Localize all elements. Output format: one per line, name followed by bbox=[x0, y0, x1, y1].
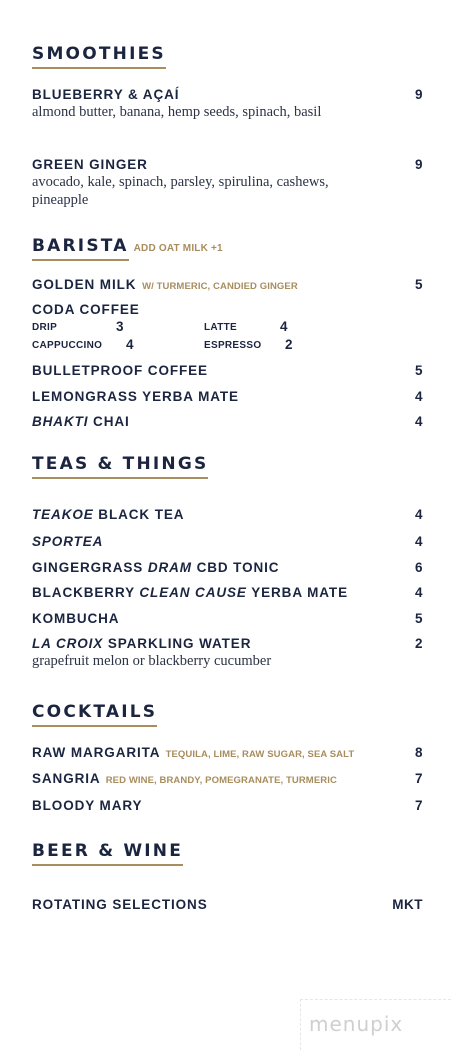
section-title: BARISTA bbox=[32, 236, 129, 261]
item-price: 4 bbox=[414, 414, 423, 429]
coda-option-label: LATTE bbox=[204, 322, 237, 333]
coda-option-price: 4 bbox=[280, 319, 288, 334]
item-price: 7 bbox=[414, 771, 423, 786]
item-name: BLACKBERRY CLEAN CAUSE YERBA MATE bbox=[32, 585, 348, 600]
item-price: 8 bbox=[414, 745, 423, 760]
menu-item-teakoe-black-tea bbox=[32, 507, 423, 522]
menu-item-coda-coffee bbox=[32, 302, 312, 355]
item-inline-description: TEQUILA, LIME, RAW SUGAR, SEA SALT bbox=[165, 749, 355, 760]
section-title: TEAS & THINGS bbox=[32, 454, 208, 479]
menu-item-green-ginger bbox=[32, 157, 423, 209]
item-name: SPORTEA bbox=[32, 534, 104, 549]
item-price: 9 bbox=[414, 87, 423, 102]
item-name: GINGERGRASS DRAM CBD TONIC bbox=[32, 560, 280, 575]
section-header-barista bbox=[32, 236, 223, 261]
item-name: GOLDEN MILK W/ TURMERIC, CANDIED GINGER bbox=[32, 277, 298, 292]
menu-item-blackberry-clean-cause bbox=[32, 585, 423, 600]
coda-option-label: CAPPUCCINO bbox=[32, 340, 103, 351]
item-name: BLOODY MARY bbox=[32, 798, 143, 813]
item-name: BULLETPROOF COFFEE bbox=[32, 363, 208, 378]
menu-item-gingergrass-dram-cbd-tonic bbox=[32, 560, 423, 575]
section-title: SMOOTHIES bbox=[32, 44, 166, 69]
item-price: 4 bbox=[414, 585, 423, 600]
item-inline-description: W/ TURMERIC, CANDIED GINGER bbox=[142, 281, 298, 292]
section-title: BEER & WINE bbox=[32, 841, 183, 866]
coda-option-price: 3 bbox=[116, 319, 124, 334]
item-name: BLUEBERRY & AÇAÍ bbox=[32, 87, 180, 102]
item-name: TEAKOE BLACK TEA bbox=[32, 507, 185, 522]
menu-item-golden-milk bbox=[32, 277, 423, 292]
coda-option-price: 4 bbox=[126, 337, 134, 352]
menu-item-rotating-selections bbox=[32, 897, 423, 912]
section-header-beer-wine bbox=[32, 841, 183, 866]
item-name: CODA COFFEE bbox=[32, 302, 140, 317]
menu-item-raw-margarita bbox=[32, 745, 423, 760]
item-name: LEMONGRASS YERBA MATE bbox=[32, 389, 239, 404]
item-description: grapefruit melon or blackberry cucumber bbox=[32, 653, 272, 669]
item-name: ROTATING SELECTIONS bbox=[32, 897, 208, 912]
item-price: 6 bbox=[414, 560, 423, 575]
coda-option-price: 2 bbox=[285, 337, 293, 352]
item-name: GREEN GINGER bbox=[32, 157, 148, 172]
menu-item-sportea bbox=[32, 534, 423, 549]
menu-item-bhakti-chai bbox=[32, 414, 423, 429]
menu-item-bloody-mary bbox=[32, 798, 423, 813]
item-name: KOMBUCHA bbox=[32, 611, 120, 626]
section-note: ADD OAT MILK +1 bbox=[133, 243, 223, 254]
section-header-cocktails bbox=[32, 702, 157, 727]
item-price: MKT bbox=[392, 897, 423, 912]
item-description: avocado, kale, spinach, parsley, spirulina, cashews, pineapple bbox=[32, 174, 329, 208]
menu-item-bulletproof-coffee bbox=[32, 363, 423, 378]
item-price: 4 bbox=[414, 507, 423, 522]
item-name: LA CROIX SPARKLING WATER bbox=[32, 636, 252, 651]
menu-item-sangria bbox=[32, 771, 423, 786]
item-name: SANGRIA RED WINE, BRANDY, POMEGRANATE, TURMERIC bbox=[32, 771, 337, 786]
coda-option-label: ESPRESSO bbox=[204, 340, 262, 351]
item-price: 4 bbox=[414, 389, 423, 404]
watermark-logo: menupix bbox=[309, 1012, 404, 1036]
section-header-smoothies bbox=[32, 44, 166, 69]
item-price: 5 bbox=[414, 277, 423, 292]
coda-option-label: DRIP bbox=[32, 322, 58, 333]
section-header-teas-things bbox=[32, 454, 208, 479]
item-name: BHAKTI CHAI bbox=[32, 414, 130, 429]
menu-item-kombucha bbox=[32, 611, 423, 626]
item-price: 4 bbox=[414, 534, 423, 549]
menu-item-la-croix bbox=[32, 636, 423, 670]
item-inline-description: RED WINE, BRANDY, POMEGRANATE, TURMERIC bbox=[105, 775, 337, 786]
section-title: COCKTAILS bbox=[32, 702, 157, 727]
menu-item-lemongrass-yerba-mate bbox=[32, 389, 423, 404]
item-price: 7 bbox=[414, 798, 423, 813]
item-description: almond butter, banana, hemp seeds, spinach, basil bbox=[32, 104, 322, 120]
menu-item-blueberry-acai bbox=[32, 87, 423, 121]
watermark bbox=[300, 999, 451, 1050]
item-price: 5 bbox=[414, 611, 423, 626]
item-price: 2 bbox=[414, 636, 423, 651]
item-price: 9 bbox=[414, 157, 423, 172]
item-price: 5 bbox=[414, 363, 423, 378]
item-name: RAW MARGARITA TEQUILA, LIME, RAW SUGAR, SEA SALT bbox=[32, 745, 355, 760]
